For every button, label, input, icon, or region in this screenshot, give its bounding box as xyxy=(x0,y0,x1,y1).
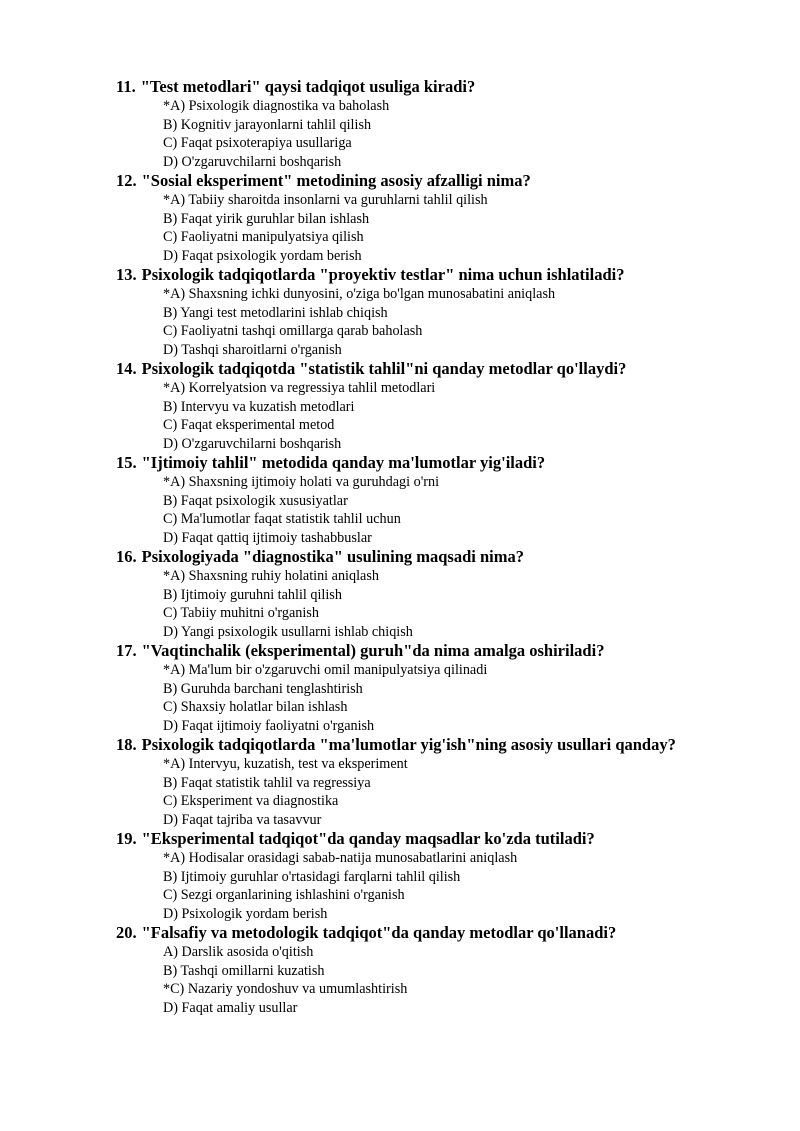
question-number: 17. xyxy=(116,641,137,660)
answer-option: *A) Shaxsning ijtimoiy holati va guruhdagi o'rni xyxy=(163,474,440,490)
answer-option: D) Yangi psixologik usullarni ishlab chiqish xyxy=(163,623,413,640)
answer-option: B) Guruhda barchani tenglashtirish xyxy=(163,680,363,697)
answer-option: C) Shaxsiy holatlar bilan ishlash xyxy=(163,699,348,715)
answer-option: B) Faqat psixologik xususiyatlar xyxy=(163,492,348,509)
answer-options xyxy=(116,567,776,641)
question-text: Psixologik tadqiqotlarda "ma'lumotlar yig'ish"ning asosiy usullari qanday? xyxy=(141,735,676,754)
answer-option: B) Ijtimoiy guruhlar o'rtasidagi farqlarni tahlil qilish xyxy=(163,868,461,885)
answer-option: B) Faqat yirik guruhlar bilan ishlash xyxy=(163,210,370,227)
question-item xyxy=(116,923,776,1017)
answer-options xyxy=(116,191,776,265)
question-text: Psixologik tadqiqotda "statistik tahlil"ni qanday metodlar qo'llaydi? xyxy=(141,359,627,378)
question-list xyxy=(116,77,776,1017)
answer-option: D) Faqat amaliy usullar xyxy=(163,999,298,1016)
answer-option: *A) Psixologik diagnostika va baholash xyxy=(163,98,390,114)
question-item xyxy=(116,829,776,923)
question-text: "Vaqtinchalik (eksperimental) guruh"da nima amalga oshiriladi? xyxy=(141,641,605,660)
question-item xyxy=(116,453,776,547)
question-number: 14. xyxy=(116,359,137,378)
answer-option: C) Ma'lumotlar faqat statistik tahlil uchun xyxy=(163,511,401,527)
question-number: 12. xyxy=(116,171,137,190)
answer-option: *A) Korrelyatsion va regressiya tahlil metodlari xyxy=(163,380,436,396)
question-title xyxy=(116,359,776,379)
question-item xyxy=(116,171,776,265)
question-item xyxy=(116,641,776,735)
question-title xyxy=(116,547,776,567)
answer-option: C) Faqat psixoterapiya usullariga xyxy=(163,135,352,151)
question-item xyxy=(116,547,776,641)
answer-option: C) Faqat eksperimental metod xyxy=(163,417,335,433)
question-text: "Sosial eksperiment" metodining asosiy afzalligi nima? xyxy=(141,171,531,190)
question-item xyxy=(116,735,776,829)
question-number: 18. xyxy=(116,735,137,754)
answer-options xyxy=(116,943,776,1017)
question-number: 19. xyxy=(116,829,137,848)
question-title xyxy=(116,453,776,473)
answer-option: D) Psixologik yordam berish xyxy=(163,905,328,922)
answer-option: B) Intervyu va kuzatish metodlari xyxy=(163,398,355,415)
answer-option: C) Faoliyatni manipulyatsiya qilish xyxy=(163,229,364,245)
question-item xyxy=(116,77,776,171)
question-item xyxy=(116,265,776,359)
question-text: "Test metodlari" qaysi tadqiqot usuliga kiradi? xyxy=(140,77,476,96)
question-title xyxy=(116,923,776,943)
question-number: 11. xyxy=(116,77,136,96)
question-title xyxy=(116,171,776,191)
answer-options xyxy=(116,285,776,359)
question-text: Psixologik tadqiqotlarda "proyektiv testlar" nima uchun ishlatiladi? xyxy=(141,265,625,284)
question-text: Psixologiyada "diagnostika" usulining maqsadi nima? xyxy=(141,547,524,566)
answer-option: A) Darslik asosida o'qitish xyxy=(163,944,314,960)
answer-option: B) Yangi test metodlarini ishlab chiqish xyxy=(163,304,388,321)
question-number: 20. xyxy=(116,923,137,942)
answer-option: *C) Nazariy yondoshuv va umumlashtirish xyxy=(163,981,408,997)
answer-option: C) Eksperiment va diagnostika xyxy=(163,793,339,809)
question-title xyxy=(116,641,776,661)
answer-option: C) Tabiiy muhitni o'rganish xyxy=(163,605,319,621)
answer-option: *A) Intervyu, kuzatish, test va eksperiment xyxy=(163,756,408,772)
answer-option: B) Faqat statistik tahlil va regressiya xyxy=(163,774,371,791)
answer-option: *A) Ma'lum bir o'zgaruvchi omil manipulyatsiya qilinadi xyxy=(163,662,488,678)
question-number: 13. xyxy=(116,265,137,284)
question-item xyxy=(116,359,776,453)
answer-option: *A) Shaxsning ichki dunyosini, o'ziga bo'lgan munosabatini aniqlash xyxy=(163,286,556,302)
question-title xyxy=(116,829,776,849)
question-title xyxy=(116,77,776,97)
answer-option: *A) Hodisalar orasidagi sabab-natija munosabatlarini aniqlash xyxy=(163,850,518,866)
answer-option: D) Tashqi sharoitlarni o'rganish xyxy=(163,341,342,358)
answer-option: D) Faqat ijtimoiy faoliyatni o'rganish xyxy=(163,717,375,734)
answer-options xyxy=(116,97,776,171)
question-text: "Ijtimoiy tahlil" metodida qanday ma'lumotlar yig'iladi? xyxy=(141,453,546,472)
answer-option: B) Kognitiv jarayonlarni tahlil qilish xyxy=(163,116,372,133)
answer-option: D) Faqat tajriba va tasavvur xyxy=(163,811,322,828)
answer-options xyxy=(116,755,776,829)
answer-option: D) O'zgaruvchilarni boshqarish xyxy=(163,435,342,452)
answer-options xyxy=(116,379,776,453)
answer-option: B) Ijtimoiy guruhni tahlil qilish xyxy=(163,586,342,603)
question-text: "Eksperimental tadqiqot"da qanday maqsadlar ko'zda tutiladi? xyxy=(141,829,595,848)
answer-options xyxy=(116,849,776,923)
answer-option: D) Faqat psixologik yordam berish xyxy=(163,247,362,264)
answer-options xyxy=(116,473,776,547)
question-number: 16. xyxy=(116,547,137,566)
answer-option: B) Tashqi omillarni kuzatish xyxy=(163,962,325,979)
question-title xyxy=(116,265,776,285)
question-number: 15. xyxy=(116,453,137,472)
answer-option: D) O'zgaruvchilarni boshqarish xyxy=(163,153,342,170)
answer-options xyxy=(116,661,776,735)
answer-option: D) Faqat qattiq ijtimoiy tashabbuslar xyxy=(163,529,372,546)
answer-option: *A) Shaxsning ruhiy holatini aniqlash xyxy=(163,568,379,584)
question-text: "Falsafiy va metodologik tadqiqot"da qanday metodlar qo'llanadi? xyxy=(141,923,617,942)
answer-option: C) Faoliyatni tashqi omillarga qarab baholash xyxy=(163,323,423,339)
question-title xyxy=(116,735,776,755)
answer-option: C) Sezgi organlarining ishlashini o'rganish xyxy=(163,887,405,903)
answer-option: *A) Tabiiy sharoitda insonlarni va guruhlarni tahlil qilish xyxy=(163,192,488,208)
